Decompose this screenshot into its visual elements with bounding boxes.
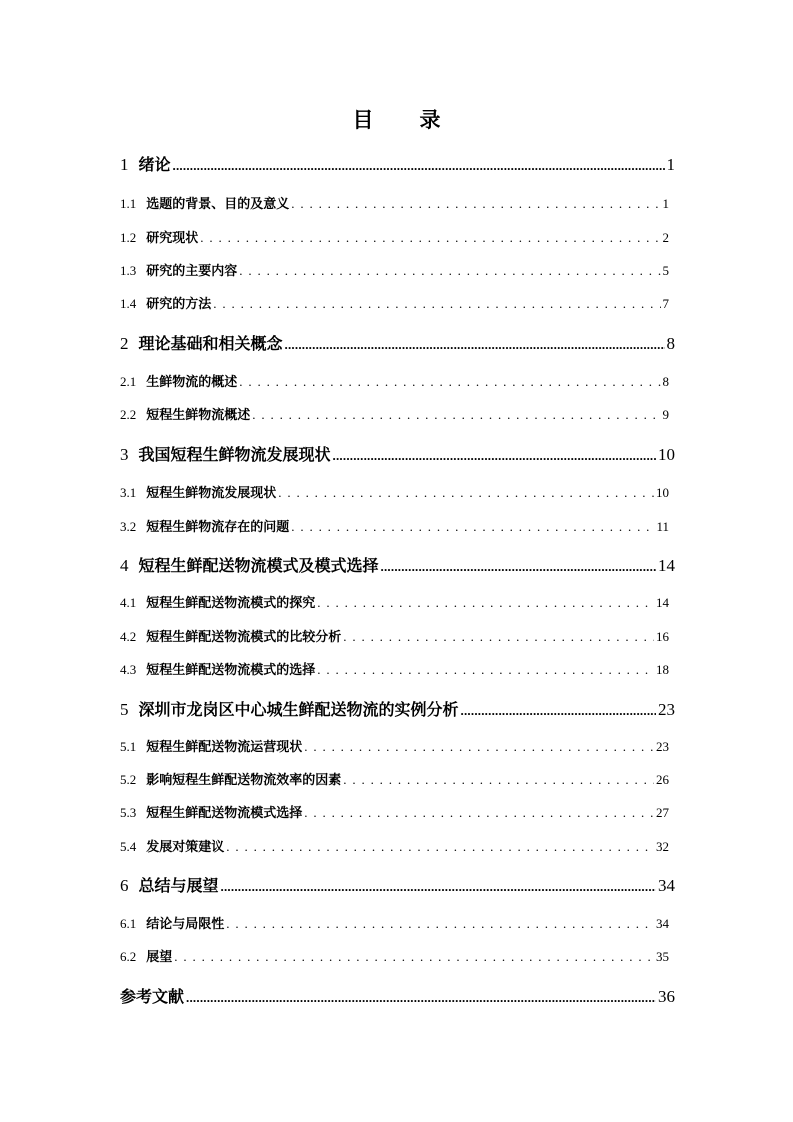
toc-section-entry[interactable] [120,193,675,212]
dot-leader [226,916,654,932]
dot-leader [333,448,656,464]
entry-title: 研究的方法 [146,297,212,312]
entry-number: 4.1 [120,595,137,610]
entry-title: 短程生鲜物流概述 [146,408,251,423]
entry-number: 1.4 [120,296,137,311]
dot-leader [252,407,660,423]
toc-section-entry[interactable] [120,802,675,821]
entry-title: 影响短程生鲜配送物流效率的因素 [146,773,342,788]
entry-title: 展望 [146,950,173,965]
dot-leader [317,595,654,611]
entry-number: 2.2 [120,407,137,422]
entry-number: 5.4 [120,839,137,854]
entry-page-number: 26 [656,772,669,787]
entry-page-number: 27 [656,805,669,820]
entry-number: 5.2 [120,772,137,787]
dot-leader [186,990,656,1006]
entry-page-number: 34 [658,876,675,895]
entry-number: 6.2 [120,949,137,964]
entry-title: 短程生鲜配送物流模式的选择 [146,663,316,678]
entry-title: 发展对策建议 [146,840,225,855]
dot-leader [381,559,656,575]
toc-section-entry[interactable] [120,913,675,932]
toc-section-entry[interactable] [120,371,675,390]
toc-chapter-entry[interactable] [120,152,675,175]
entry-page-number: 8 [666,334,675,353]
entry-page-number: 7 [662,296,669,311]
dot-leader [461,703,656,719]
page-title [0,104,793,134]
entry-number: 1.1 [120,196,137,211]
toc-section-entry[interactable] [120,516,675,535]
entry-number: 1 [120,155,129,174]
dot-leader [200,230,660,246]
dot-leader [343,772,654,788]
entry-number: 1.3 [120,263,137,278]
dot-leader [213,296,660,312]
entry-number: 5.3 [120,805,137,820]
entry-title: 绪论 [138,155,171,174]
title-char-1: 目 [352,108,374,132]
entry-title: 短程生鲜配送物流模式的比较分析 [146,630,342,645]
toc-chapter-entry[interactable] [120,553,675,576]
entry-title: 我国短程生鲜物流发展现状 [138,445,331,464]
entry-page-number: 2 [662,230,669,245]
toc-chapter-entry[interactable] [120,984,675,1007]
entry-number: 3 [120,445,129,464]
entry-title: 深圳市龙岗区中心城生鲜配送物流的实例分析 [138,700,459,719]
dot-leader [291,196,660,212]
entry-title: 选题的背景、目的及意义 [146,197,290,212]
dot-leader [285,337,665,353]
toc-section-entry[interactable] [120,482,675,501]
entry-page-number: 14 [658,556,675,575]
entry-title: 结论与局限性 [146,917,225,932]
toc-section-entry[interactable] [120,946,675,965]
entry-page-number: 23 [658,700,675,719]
dot-leader [304,805,654,821]
entry-page-number: 10 [656,485,669,500]
dot-leader [173,158,665,174]
entry-page-number: 34 [656,916,669,931]
toc-section-entry[interactable] [120,227,675,246]
toc-section-entry[interactable] [120,293,675,312]
entry-number: 1.2 [120,230,137,245]
toc-chapter-entry[interactable] [120,442,675,465]
toc-chapter-entry[interactable] [120,873,675,896]
entry-number: 4 [120,556,129,575]
dot-leader [226,839,654,855]
dot-leader [174,949,654,965]
entry-page-number: 18 [656,662,669,677]
entry-title: 理论基础和相关概念 [138,334,283,353]
entry-page-number: 1 [662,196,669,211]
entry-page-number: 16 [656,629,669,644]
entry-number: 3.2 [120,519,137,534]
dot-leader [221,879,656,895]
dot-leader [278,485,654,501]
entry-title: 研究的主要内容 [146,264,238,279]
toc-section-entry[interactable] [120,736,675,755]
entry-number: 5 [120,700,129,719]
entry-title: 短程生鲜物流存在的问题 [146,520,290,535]
entry-title: 短程生鲜配送物流模式及模式选择 [138,556,379,575]
entry-page-number: 1 [666,155,675,174]
dot-leader [291,519,654,535]
toc-section-entry[interactable] [120,626,675,645]
toc-chapter-entry[interactable] [120,697,675,720]
entry-number: 6.1 [120,916,137,931]
toc-chapter-entry[interactable] [120,331,675,354]
dot-leader [304,739,654,755]
toc-section-entry[interactable] [120,260,675,279]
dot-leader [317,662,654,678]
entry-number: 3.1 [120,485,137,500]
entry-number: 4.2 [120,629,137,644]
entry-title: 总结与展望 [138,876,219,895]
toc-section-entry[interactable] [120,659,675,678]
toc-section-entry[interactable] [120,769,675,788]
dot-leader [239,374,660,390]
entry-number: 5.1 [120,739,137,754]
entry-page-number: 5 [662,263,669,278]
entry-page-number: 8 [662,374,669,389]
entry-title: 短程生鲜物流发展现状 [146,486,277,501]
dot-leader [343,629,654,645]
entry-number: 2 [120,334,129,353]
toc-section-entry[interactable] [120,836,675,855]
title-char-2: 录 [419,108,441,132]
entry-page-number: 32 [656,839,669,854]
entry-page-number: 11 [656,519,669,534]
entry-page-number: 9 [662,407,669,422]
entry-title: 短程生鲜配送物流模式选择 [146,806,303,821]
entry-title: 短程生鲜配送物流模式的探究 [146,596,316,611]
entry-page-number: 10 [658,445,675,464]
entry-title: 生鲜物流的概述 [146,375,238,390]
entry-page-number: 36 [658,987,675,1006]
entry-title: 短程生鲜配送物流运营现状 [146,740,303,755]
entry-number: 2.1 [120,374,137,389]
toc-section-entry[interactable] [120,404,675,423]
entry-number: 6 [120,876,129,895]
entry-page-number: 23 [656,739,669,754]
dot-leader [239,263,660,279]
entry-page-number: 35 [656,949,669,964]
entry-title: 研究现状 [146,231,199,246]
entry-number: 4.3 [120,662,137,677]
entry-page-number: 14 [656,595,669,610]
entry-title: 参考文献 [120,987,185,1006]
toc-section-entry[interactable] [120,592,675,611]
